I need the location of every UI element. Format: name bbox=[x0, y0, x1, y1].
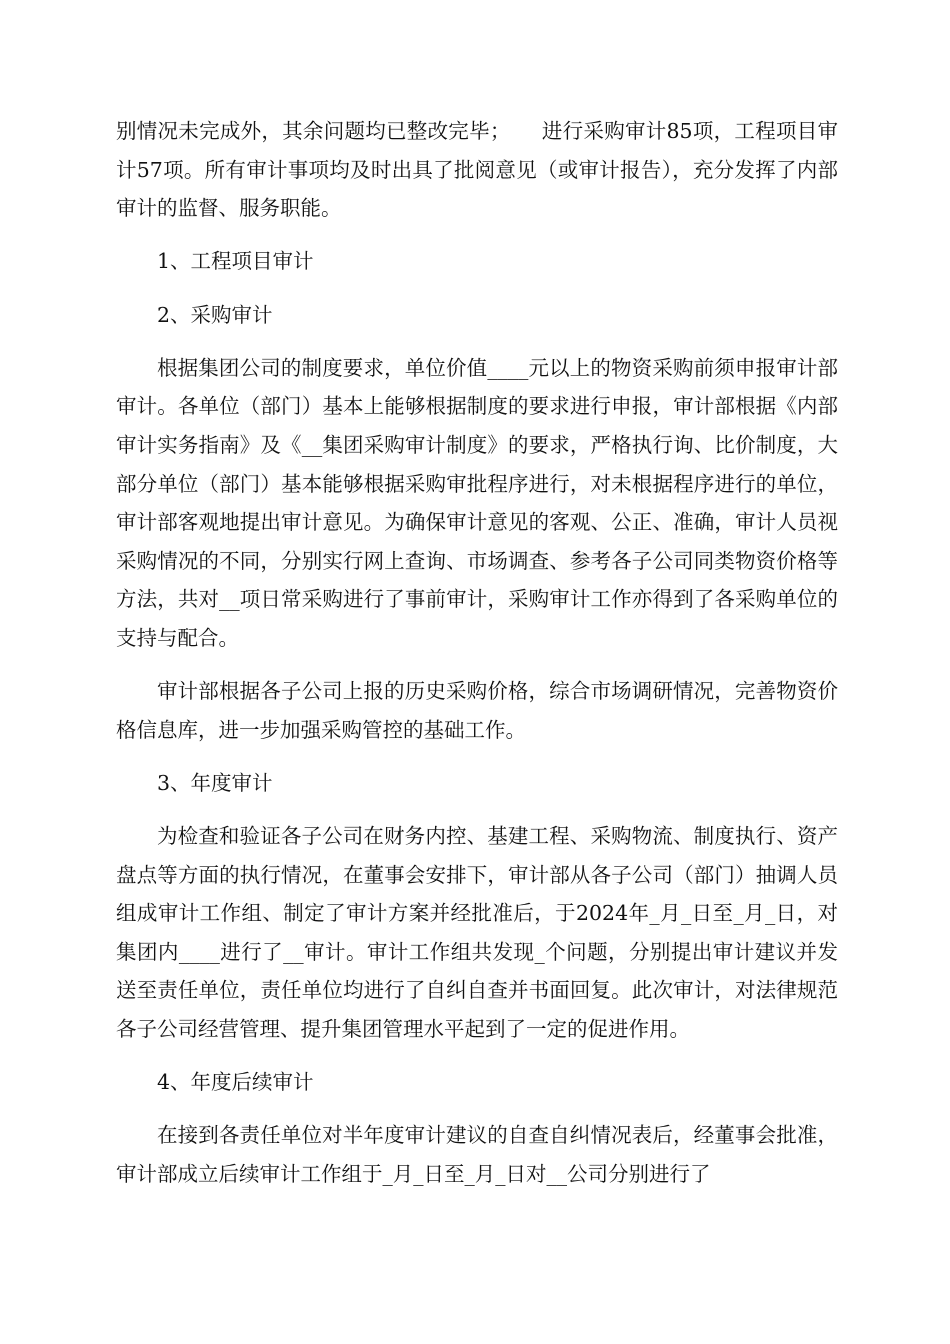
document-page bbox=[116, 112, 838, 1194]
paragraph-gap bbox=[116, 334, 838, 349]
paragraph-gap bbox=[116, 1049, 838, 1064]
paragraph-gap bbox=[116, 749, 838, 764]
paragraph-gap bbox=[116, 1102, 838, 1117]
paragraph-gap bbox=[116, 228, 838, 243]
paragraph-price-database: 审计部根据各子公司上报的历史采购价格，综合市场调研情况，完善物资价格信息库，进一步加强采购管控的基础工作。 bbox=[116, 679, 838, 742]
paragraph-gap bbox=[116, 281, 838, 296]
paragraph-annual-audit-details: 为检查和验证各子公司在财务内控、基建工程、采购物流、制度执行、资产盘点等方面的执行情况，在董事会安排下，审计部从各子公司（部门）抽调人员组成审计工作组、制定了审计方案并经批准后，于2024年_月_日至_月_日，对集团内____进行了__审计。审计工作组共发现_个问题，分别提出审计建议并发送至责任单位，责任单位均进行了自纠自查并书面回复。此次审计，对法律规范各子公司经营管理、提升集团管理水平起到了一定的促进作用。 bbox=[116, 824, 838, 1042]
heading-procurement-audit: 2、采购审计 bbox=[157, 302, 273, 327]
paragraph-gap bbox=[116, 658, 838, 673]
heading-engineering-audit: 1、工程项目审计 bbox=[157, 249, 314, 274]
paragraph-follow-up-details: 在接到各责任单位对半年度审计建议的自查自纠情况表后，经董事会批准，审计部成立后续审计工作组于_月_日至_月_日对__公司分别进行了 bbox=[116, 1123, 838, 1186]
heading-follow-up-audit: 4、年度后续审计 bbox=[157, 1070, 314, 1095]
heading-annual-audit: 3、年度审计 bbox=[157, 770, 273, 795]
paragraph-gap bbox=[116, 802, 838, 817]
paragraph-audit-summary: 别情况未完成外，其余问题均已整改完毕； 进行采购审计85项，工程项目审计57项。所有审计事项均及时出具了批阅意见（或审计报告），充分发挥了内部审计的监督、服务职能。 bbox=[116, 119, 838, 221]
paragraph-procurement-details: 根据集团公司的制度要求，单位价值____元以上的物资采购前须申报审计部审计。各单位（部门）基本上能够根据制度的要求进行申报，审计部根据《内部审计实务指南》及《__集团采购审计制度》的要求，严格执行询、比价制度，大部分单位（部门）基本能够根据采购审批程序进行，对未根据程序进行的单位，审计部客观地提出审计意见。为确保审计意见的客观、公正、准确，审计人员视采购情况的不同，分别实行网上查询、市场调查、参考各子公司同类物资价格等方法，共对__项日常采购进行了事前审计，采购审计工作亦得到了各采购单位的支持与配合。 bbox=[116, 355, 838, 650]
